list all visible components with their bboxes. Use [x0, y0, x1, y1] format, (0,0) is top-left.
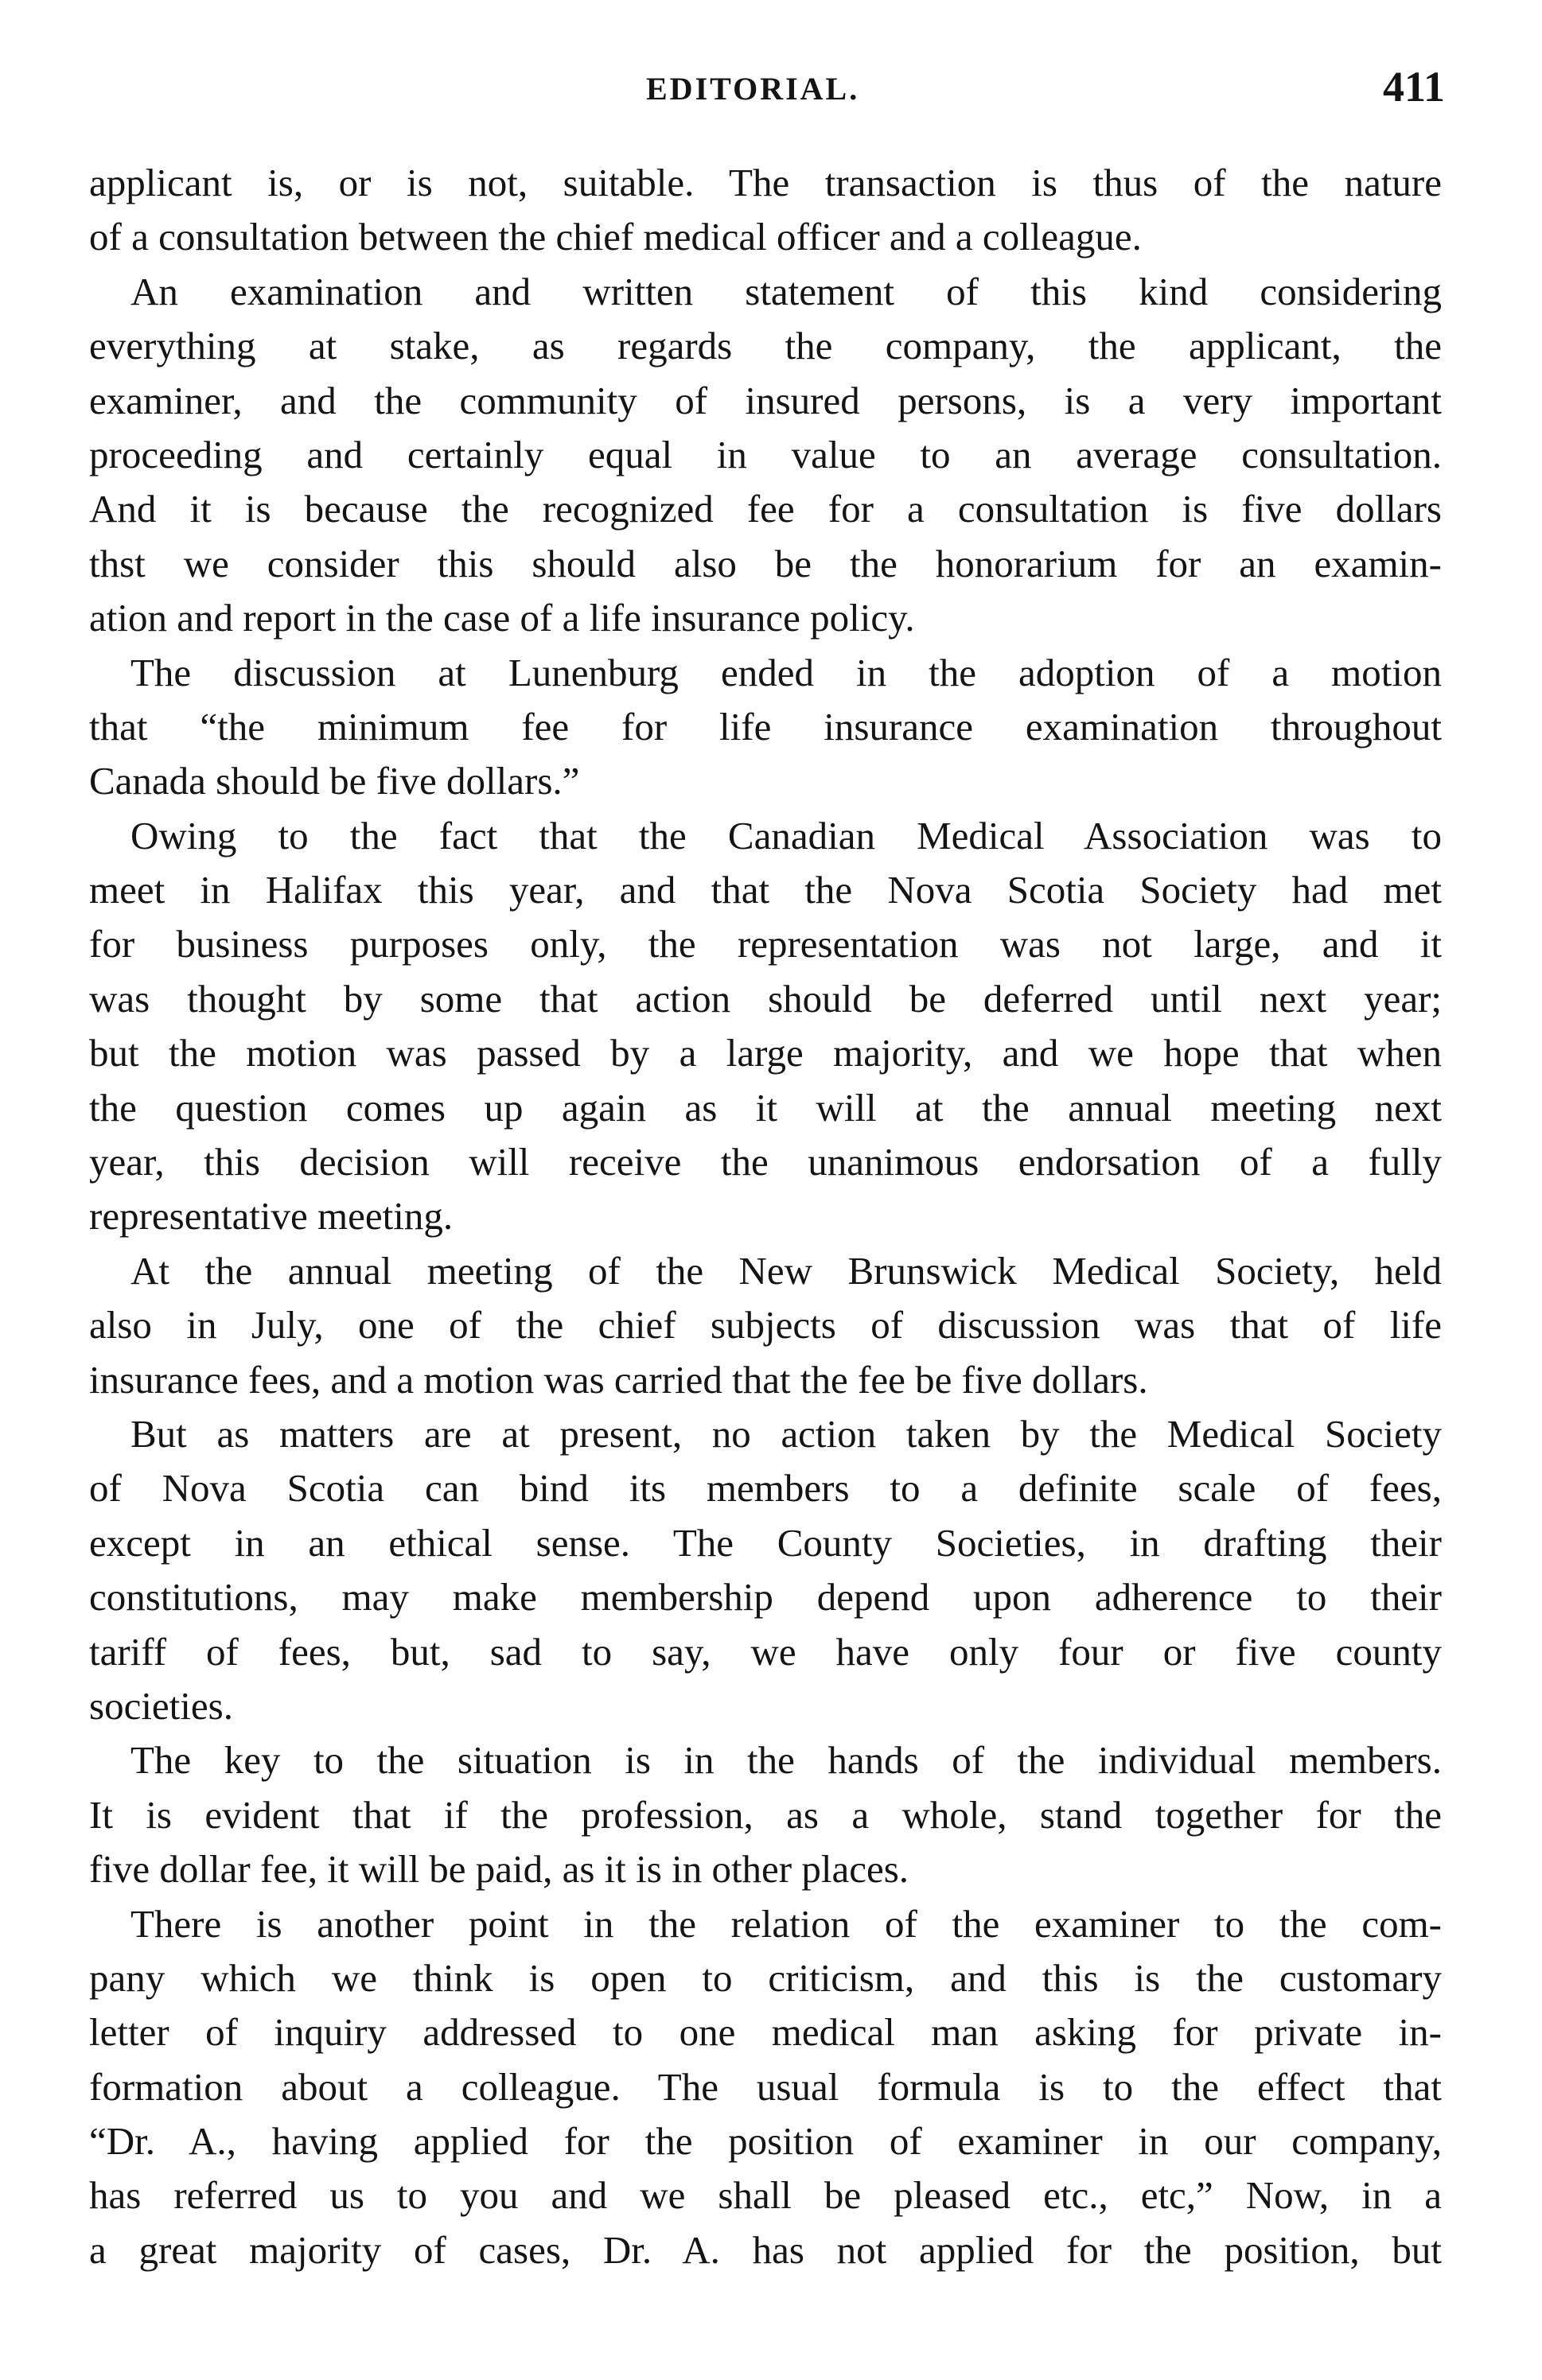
- text-line: Canada should be five dollars.”: [89, 759, 580, 803]
- text-line: letter of inquiry addressed to one medical man asking for private in-: [89, 2010, 1442, 2055]
- text-line: that “the minimum fee for life insurance examination throughout: [89, 704, 1442, 749]
- text-line: But as matters are at present, no action taken by the Medical Society: [130, 1411, 1442, 1456]
- text-line: representative meeting.: [89, 1194, 454, 1239]
- text-line: of Nova Scotia can bind its members to a definite scale of fees,: [89, 1466, 1442, 1511]
- text-line: for business purposes only, the representation was not large, and it: [89, 922, 1442, 966]
- text-line: At the annual meeting of the New Brunswick Medical Society, held: [130, 1248, 1442, 1293]
- text-line: There is another point in the relation of the examiner to the com-: [130, 1901, 1442, 1946]
- text-line: but the motion was passed by a large majority, and we hope that when: [89, 1031, 1442, 1075]
- text-line: the question comes up again as it will at the annual meeting next: [89, 1085, 1442, 1130]
- running-title: EDITORIAL.: [646, 71, 860, 107]
- text-line: It is evident that if the profession, as a whole, stand together for the: [89, 1792, 1442, 1837]
- text-line: a great majority of cases, Dr. A. has not applied for the position, but: [89, 2227, 1442, 2272]
- text-line: has referred us to you and we shall be pleased etc., etc,” Now, in a: [89, 2173, 1442, 2218]
- text-line: ation and report in the case of a life insurance policy.: [89, 596, 915, 640]
- text-line: insurance fees, and a motion was carried that the fee be five dollars.: [89, 1357, 1148, 1402]
- running-head: [0, 62, 1542, 118]
- text-line: An examination and written statement of this kind considering: [130, 269, 1442, 313]
- text-line: Owing to the fact that the Canadian Medical Association was to: [130, 813, 1442, 858]
- text-line: tariff of fees, but, sad to say, we have only four or five county: [89, 1629, 1442, 1674]
- text-line: “Dr. A., having applied for the position of examiner in our company,: [89, 2119, 1442, 2164]
- text-line: was thought by some that action should be deferred until next year;: [89, 976, 1442, 1021]
- text-line: applicant is, or is not, suitable. The transaction is thus of the nature: [89, 161, 1442, 204]
- text-line: year, this decision will receive the unanimous endorsation of a fully: [89, 1140, 1442, 1184]
- text-line: The discussion at Lunenburg ended in the adoption of a motion: [130, 650, 1442, 694]
- text-line: everything at stake, as regards the company, the applicant, the: [89, 324, 1442, 368]
- text-line: pany which we think is open to criticism, and this is the customary: [89, 1955, 1442, 2000]
- editorial-body: [89, 156, 1442, 2277]
- text-line: meet in Halifax this year, and that the Nova Scotia Society had met: [89, 868, 1442, 912]
- text-line: formation about a colleague. The usual formula is to the effect that: [89, 2064, 1442, 2109]
- text-line: societies.: [89, 1683, 233, 1728]
- text-line: thst we consider this should also be the honorarium for an examin-: [89, 541, 1442, 585]
- text-line: constitutions, may make membership depend upon adherence to their: [89, 1575, 1442, 1620]
- text-line: proceeding and certainly equal in value to an average consultation.: [89, 432, 1442, 476]
- text-line: And it is because the recognized fee for a consultation is five dollars: [89, 487, 1442, 531]
- page-number: 411: [1382, 63, 1445, 111]
- text-line: examiner, and the community of insured persons, is a very important: [89, 378, 1442, 422]
- text-line: The key to the situation is in the hands of the individual members.: [130, 1738, 1442, 1783]
- text-line: also in July, one of the chief subjects of discussion was that of life: [89, 1303, 1442, 1348]
- text-line: five dollar fee, it will be paid, as it is in other places.: [89, 1847, 909, 1892]
- text-line: of a consultation between the chief medical officer and a colleague.: [89, 215, 1142, 259]
- text-line: except in an ethical sense. The County Societies, in drafting their: [89, 1520, 1442, 1565]
